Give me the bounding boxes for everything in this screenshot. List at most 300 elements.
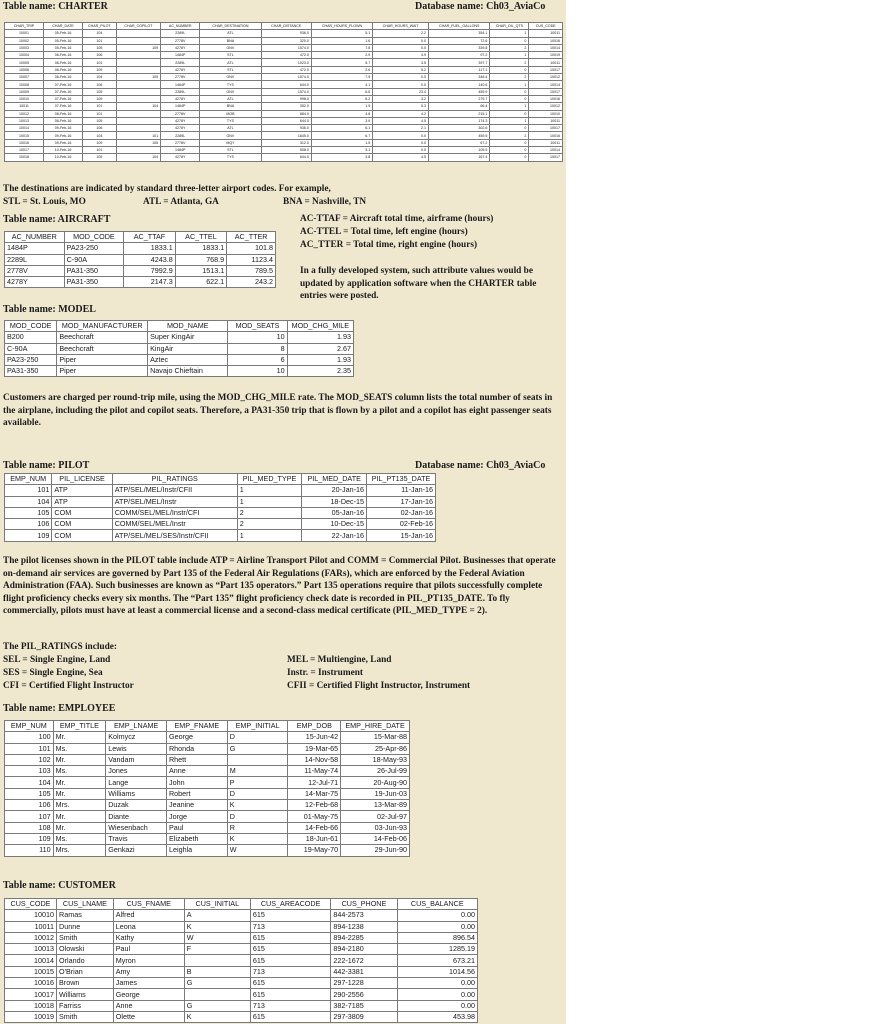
table-cell: 19-Jun-03 <box>341 788 410 799</box>
table-cell: 11-Jan-16 <box>367 485 436 496</box>
table-cell: COM <box>52 507 112 518</box>
table-row <box>5 822 410 833</box>
table-cell: 101 <box>83 147 116 154</box>
table-row <box>5 485 436 496</box>
table-cell: 472.0 <box>261 52 311 59</box>
table-cell: 102 <box>5 754 54 765</box>
table-cell: 4278Y <box>161 44 200 51</box>
table-cell: 10011 <box>529 30 563 37</box>
rating-sel: SEL = Single Engine, Land <box>3 655 111 665</box>
table-cell: 10010 <box>5 910 57 921</box>
table-cell: 10006 <box>5 66 44 73</box>
table-row <box>5 110 563 117</box>
table-cell: 894-2180 <box>331 944 397 955</box>
table-cell: 6.2 <box>311 95 372 102</box>
table-cell: 5.2 <box>373 66 429 73</box>
table-cell: 0.0 <box>373 147 429 154</box>
table-header-row <box>5 232 276 243</box>
table-cell: C-90A <box>64 254 124 265</box>
table-cell: Duzak <box>106 800 167 811</box>
rating-ses: SES = Single Engine, Sea <box>3 668 103 678</box>
table-cell: 644.0 <box>261 154 311 161</box>
table-cell: 4.2 <box>373 110 429 117</box>
table-cell: Williams <box>106 788 167 799</box>
table-cell <box>116 125 161 132</box>
table-cell: 25-Apr-86 <box>341 743 410 754</box>
column-header: EMP_NUM <box>5 721 54 732</box>
table-cell: 2289L <box>161 30 200 37</box>
table-cell: 6.6 <box>311 88 372 95</box>
table-cell: 10004 <box>5 52 44 59</box>
table-cell: K <box>227 833 288 844</box>
table-cell: 0 <box>490 110 529 117</box>
table-cell: 382-7185 <box>331 1000 397 1011</box>
table-cell: 7.8 <box>311 44 372 51</box>
table-cell: 320.0 <box>261 37 311 44</box>
table-cell: 0.0 <box>373 74 429 81</box>
table-cell: 2.1 <box>373 125 429 132</box>
table-cell: 10002 <box>5 37 44 44</box>
table-cell: TYS <box>200 117 261 124</box>
table-cell: 10016 <box>529 37 563 44</box>
table-cell: 0.00 <box>397 921 477 932</box>
table-cell: 10014 <box>5 125 44 132</box>
table-row <box>5 519 436 530</box>
table-cell: TYS <box>200 154 261 161</box>
table-cell: 109 <box>83 66 116 73</box>
table-cell: 1 <box>490 30 529 37</box>
column-header: CHAR_PILOT <box>83 23 116 30</box>
table-row <box>5 989 478 1000</box>
aircraft-table <box>4 231 276 288</box>
table-cell: Anne <box>166 766 227 777</box>
table-cell: 109 <box>83 95 116 102</box>
table-row <box>5 955 478 966</box>
table-cell: 09-Feb-16 <box>44 139 83 146</box>
table-cell: 0.0 <box>373 139 429 146</box>
table-cell: 2.2 <box>373 30 429 37</box>
table-cell: 106 <box>5 519 52 530</box>
table-row <box>5 243 276 254</box>
table-cell: 105 <box>116 139 161 146</box>
table-row <box>5 139 563 146</box>
table-cell: 1484P <box>161 81 200 88</box>
table-cell: 1645.0 <box>261 132 311 139</box>
pilot-table-title: Table name: PILOT <box>3 460 90 471</box>
table-cell: Paul <box>113 944 184 955</box>
table-cell: 10011 <box>529 139 563 146</box>
table-cell: COM <box>52 519 112 530</box>
table-cell: 20-Aug-90 <box>341 777 410 788</box>
table-cell: COMM/SEL/MEL/Instr/CFI <box>112 507 237 518</box>
table-cell: 19-May-70 <box>288 845 341 856</box>
table-cell: 06-Feb-16 <box>44 59 83 66</box>
table-cell: 354.1 <box>429 30 490 37</box>
table-cell: 10010 <box>5 95 44 102</box>
table-cell: 140.6 <box>429 81 490 88</box>
table-cell: 713 <box>250 1000 330 1011</box>
column-header: CUS_INITIAL <box>184 899 250 910</box>
table-cell: M <box>227 766 288 777</box>
table-cell: Lange <box>106 777 167 788</box>
table-cell: 10010 <box>529 110 563 117</box>
table-cell: 15-Mar-88 <box>341 732 410 743</box>
table-row <box>5 743 410 754</box>
table-row <box>5 66 563 73</box>
table-cell: Williams <box>57 989 114 1000</box>
table-cell: Leona <box>113 921 184 932</box>
column-header: EMP_LNAME <box>106 721 167 732</box>
table-cell: Smith <box>57 932 114 943</box>
table-row <box>5 254 276 265</box>
table-cell: 105 <box>83 117 116 124</box>
table-cell: PA31-350 <box>5 366 57 377</box>
table-cell: 508.0 <box>261 147 311 154</box>
table-cell: R <box>227 822 288 833</box>
table-cell: 67.2 <box>429 139 490 146</box>
column-header: CHAR_FUEL_GALLONS <box>429 23 490 30</box>
table-cell: Ms. <box>53 743 106 754</box>
table-row <box>5 777 410 788</box>
table-cell: 10017 <box>5 989 57 1000</box>
column-header: CUS_LNAME <box>57 899 114 910</box>
table-cell: Mr. <box>53 788 106 799</box>
table-cell: 1 <box>490 81 529 88</box>
table-cell: 10014 <box>529 147 563 154</box>
table-cell: 66.4 <box>429 103 490 110</box>
table-cell: 2 <box>490 59 529 66</box>
table-cell: 110 <box>5 845 54 856</box>
table-row <box>5 966 478 977</box>
table-cell: 998.0 <box>261 95 311 102</box>
table-cell: Mr. <box>53 811 106 822</box>
table-cell: 0.00 <box>397 1000 477 1011</box>
aircraft-legend-tter: AC_TTER = Total time, right engine (hours) <box>300 240 478 250</box>
table-cell: 15-Jun-42 <box>288 732 341 743</box>
table-cell: 768.9 <box>175 254 226 265</box>
table-row <box>5 125 563 132</box>
table-cell: 20-Jan-16 <box>302 485 367 496</box>
table-cell: 5.1 <box>311 30 372 37</box>
table-cell: Mr. <box>53 754 106 765</box>
table-cell: 894-1238 <box>331 921 397 932</box>
table-cell: 14-Mar-75 <box>288 788 341 799</box>
table-cell: 472.0 <box>261 66 311 73</box>
table-cell: Dunne <box>57 921 114 932</box>
table-row <box>5 788 410 799</box>
table-cell: GNV <box>200 88 261 95</box>
table-cell: 1484P <box>161 103 200 110</box>
table-cell: 4.8 <box>311 110 372 117</box>
table-cell: 10011 <box>529 59 563 66</box>
table-cell: 104 <box>83 132 116 139</box>
table-row <box>5 944 478 955</box>
table-row <box>5 37 563 44</box>
table-cell: 10013 <box>5 117 44 124</box>
table-header-row <box>5 23 563 30</box>
table-cell: 07-Feb-16 <box>44 103 83 110</box>
table-cell: 459.9 <box>429 88 490 95</box>
table-cell: O'Brian <box>57 966 114 977</box>
column-header: EMP_FNAME <box>166 721 227 732</box>
column-header: CHAR_HOURS_WAIT <box>373 23 429 30</box>
table-cell: 104 <box>83 74 116 81</box>
table-cell <box>116 88 161 95</box>
table-cell: 10013 <box>5 944 57 955</box>
table-cell: 1 <box>490 103 529 110</box>
table-cell: Ms. <box>53 833 106 844</box>
table-cell: Lewis <box>106 743 167 754</box>
table-cell: PA23-250 <box>64 243 124 254</box>
column-header: EMP_NUM <box>5 474 52 485</box>
column-header: PIL_RATINGS <box>112 474 237 485</box>
column-header: AC_TTER <box>227 232 276 243</box>
airport-stl: STL = St. Louis, MO <box>3 197 86 207</box>
table-cell: ATP/SEL/MEL/Instr/CFII <box>112 485 237 496</box>
table-cell: B200 <box>5 332 57 343</box>
table-cell: 10017 <box>529 125 563 132</box>
table-cell: 22-Jan-16 <box>302 530 367 541</box>
table-cell: 615 <box>250 944 330 955</box>
table-cell: G <box>227 743 288 754</box>
table-cell: 10019 <box>529 52 563 59</box>
table-row <box>5 154 563 161</box>
table-cell: GNV <box>200 132 261 139</box>
table-cell: C-90A <box>5 343 57 354</box>
table-cell: PA31-350 <box>64 277 124 288</box>
table-row <box>5 932 478 943</box>
table-header-row <box>5 721 410 732</box>
table-cell: 10012 <box>529 103 563 110</box>
table-cell: 05-Jan-16 <box>302 507 367 518</box>
table-cell: 1833.1 <box>175 243 226 254</box>
table-cell: 884.0 <box>261 110 311 117</box>
table-cell: G <box>184 978 250 989</box>
table-cell: ATL <box>200 30 261 37</box>
table-cell: 2.67 <box>287 343 353 354</box>
column-header: PIL_MED_DATE <box>302 474 367 485</box>
table-cell: ATL <box>200 59 261 66</box>
table-row <box>5 921 478 932</box>
table-cell: 2289L <box>161 132 200 139</box>
table-cell: 1.9 <box>311 103 372 110</box>
table-cell: 713 <box>250 921 330 932</box>
table-cell: 10-Dec-15 <box>302 519 367 530</box>
column-header: CUS_CODE <box>5 899 57 910</box>
table-cell: 1285.19 <box>397 944 477 955</box>
table-cell: COMM/SEL/MEL/Instr <box>112 519 237 530</box>
table-cell: STL <box>200 66 261 73</box>
table-cell: 2778V <box>161 74 200 81</box>
table-cell: MQY <box>200 139 261 146</box>
table-row <box>5 74 563 81</box>
table-cell: 615 <box>250 910 330 921</box>
table-cell: D <box>227 788 288 799</box>
table-cell: 5.7 <box>311 59 372 66</box>
table-cell: 1.93 <box>287 332 353 343</box>
table-cell: 12-Jul-71 <box>288 777 341 788</box>
table-cell: 10001 <box>5 30 44 37</box>
table-cell <box>116 37 161 44</box>
table-cell: 10011 <box>529 117 563 124</box>
column-header: AC_NUMBER <box>5 232 65 243</box>
table-cell: 10018 <box>5 1000 57 1011</box>
column-header: CUS_PHONE <box>331 899 397 910</box>
table-cell: PA31-350 <box>64 265 124 276</box>
table-cell: K <box>184 921 250 932</box>
table-cell: 0 <box>490 147 529 154</box>
table-cell <box>116 117 161 124</box>
column-header: CHAR_DATE <box>44 23 83 30</box>
table-cell: 104 <box>5 496 52 507</box>
table-cell: 302.6 <box>429 125 490 132</box>
table-cell: 105 <box>83 88 116 95</box>
table-cell: George <box>166 732 227 743</box>
table-cell: 297-1228 <box>331 978 397 989</box>
table-cell: 297-3809 <box>331 1011 397 1022</box>
table-cell: 894-2285 <box>331 932 397 943</box>
table-row <box>5 800 410 811</box>
table-cell: K <box>184 1011 250 1022</box>
aircraft-legend-ttel: AC-TTEL = Total time, left engine (hours) <box>300 227 468 237</box>
table-row <box>5 978 478 989</box>
column-header: CHAR_DESTINATION <box>200 23 261 30</box>
column-header: MOD_CODE <box>64 232 124 243</box>
table-cell: 105 <box>5 788 54 799</box>
table-row <box>5 496 436 507</box>
table-cell <box>116 59 161 66</box>
table-cell: KingAir <box>148 343 228 354</box>
aircraft-table-title: Table name: AIRCRAFT <box>3 214 111 225</box>
table-cell: 2 <box>237 519 302 530</box>
column-header: CUS_CODE <box>529 23 563 30</box>
table-cell: 290-2556 <box>331 989 397 1000</box>
table-cell: 19-Mar-65 <box>288 743 341 754</box>
table-row <box>5 766 410 777</box>
table-cell: 0.00 <box>397 910 477 921</box>
column-header: AC_TTEL <box>175 232 226 243</box>
table-cell: 10019 <box>5 1011 57 1022</box>
table-cell: 109 <box>116 44 161 51</box>
table-cell: 101 <box>116 132 161 139</box>
table-cell: 10-Feb-16 <box>44 147 83 154</box>
table-cell: 2778V <box>161 110 200 117</box>
table-cell: 18-May-93 <box>341 754 410 765</box>
column-header: AC_TTAF <box>124 232 175 243</box>
table-cell: 10017 <box>529 66 563 73</box>
table-cell: 72.6 <box>429 37 490 44</box>
table-cell: 1 <box>237 485 302 496</box>
table-cell: 3.9 <box>311 117 372 124</box>
table-cell: 108 <box>5 822 54 833</box>
table-cell: 26-Jul-99 <box>341 766 410 777</box>
table-header-row <box>5 321 354 332</box>
table-cell: 105 <box>83 44 116 51</box>
table-cell: 2778V <box>161 139 200 146</box>
table-cell: 4278Y <box>161 154 200 161</box>
table-cell: 0.0 <box>373 132 429 139</box>
table-header-row <box>5 474 436 485</box>
table-cell: Super KingAir <box>148 332 228 343</box>
table-row <box>5 265 276 276</box>
table-cell: 4278Y <box>161 125 200 132</box>
table-cell: Rhett <box>166 754 227 765</box>
table-cell: 789.5 <box>227 265 276 276</box>
table-cell: 4.9 <box>373 52 429 59</box>
table-cell: 03-Jun-93 <box>341 822 410 833</box>
table-cell: 0.00 <box>397 989 477 1000</box>
table-cell: 1023.0 <box>261 59 311 66</box>
table-row <box>5 845 410 856</box>
table-row <box>5 332 354 343</box>
table-cell: 105 <box>116 74 161 81</box>
table-cell: 339.8 <box>429 44 490 51</box>
table-row <box>5 277 276 288</box>
table-cell: 10005 <box>5 59 44 66</box>
table-row <box>5 103 563 110</box>
table-row <box>5 1011 478 1022</box>
table-cell: Brown <box>57 978 114 989</box>
table-cell: 644.0 <box>261 117 311 124</box>
table-cell: Vandam <box>106 754 167 765</box>
table-cell: 622.1 <box>175 277 226 288</box>
table-cell: Anne <box>113 1000 184 1011</box>
table-cell: 10015 <box>5 132 44 139</box>
table-row <box>5 30 563 37</box>
table-cell: Elizabeth <box>166 833 227 844</box>
column-header: MOD_CODE <box>5 321 57 332</box>
table-cell <box>227 754 288 765</box>
table-cell: 06-Feb-16 <box>44 74 83 81</box>
table-cell: 10012 <box>5 932 57 943</box>
table-cell: 10 <box>228 332 287 343</box>
table-cell: 07-Feb-16 <box>44 81 83 88</box>
table-cell: 3.1 <box>311 147 372 154</box>
table-cell: 09-Feb-16 <box>44 132 83 139</box>
table-cell: 4.5 <box>373 154 429 161</box>
column-header: PIL_PT135_DATE <box>367 474 436 485</box>
table-cell: 0.00 <box>397 978 477 989</box>
aircraft-note: In a fully developed system, such attribute values would be updated by application software when the CHARTER table entries were posted. <box>300 266 537 302</box>
table-cell: 1 <box>490 52 529 59</box>
table-cell: 101 <box>5 485 52 496</box>
table-cell: 10015 <box>5 966 57 977</box>
table-cell: 10014 <box>529 81 563 88</box>
table-cell: James <box>113 978 184 989</box>
table-cell: 104 <box>116 154 161 161</box>
table-cell: 936.0 <box>261 30 311 37</box>
table-cell: Mr. <box>53 732 106 743</box>
table-cell: Amy <box>113 966 184 977</box>
table-cell: ATL <box>200 125 261 132</box>
table-cell: 2 <box>237 507 302 518</box>
table-cell: 101 <box>5 743 54 754</box>
column-header: EMP_TITLE <box>53 721 106 732</box>
table-cell <box>184 955 250 966</box>
table-cell: 279.7 <box>429 95 490 102</box>
airport-atl: ATL = Atlanta, GA <box>143 197 219 207</box>
table-cell: Ms. <box>53 766 106 777</box>
table-row <box>5 95 563 102</box>
table-cell: 10016 <box>529 132 563 139</box>
table-cell: 106 <box>5 800 54 811</box>
table-cell: STL <box>200 52 261 59</box>
table-cell: 109 <box>5 530 52 541</box>
table-cell: 07-Feb-16 <box>44 88 83 95</box>
table-cell: 2.35 <box>287 366 353 377</box>
column-header: PIL_LICENSE <box>52 474 112 485</box>
table-cell: 101 <box>83 37 116 44</box>
